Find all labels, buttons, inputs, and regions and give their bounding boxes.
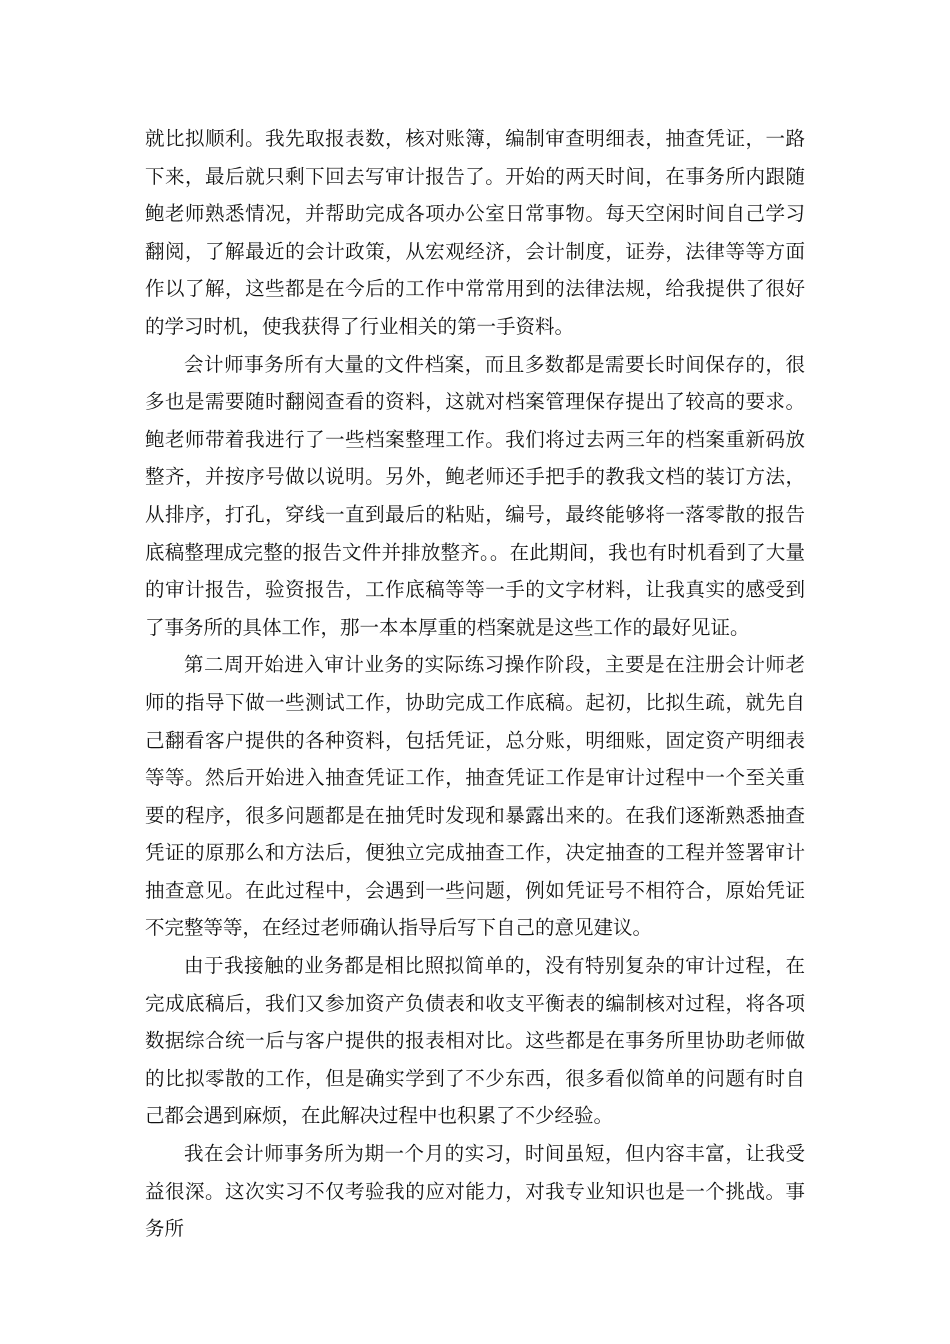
paragraph-archive-work: 会计师事务所有大量的文件档案，而且多数都是需要长时间保存的，很多也是需要随时翻阅查看的资料，这就对档案管理保存提出了较高的要求。鲍老师带着我进行了一些档案整理工作。我们将过去两三年的档案重新码放整齐，并按序号做以说明。另外，鲍老师还手把手的教我文档的装订方法，从排序，打孔，穿线一直到最后的粘贴，编号，最终能够将一落零散的报告底稿整理成完整的报告文件并排放整齐。。在此期间，我也有时机看到了大量的审计报告，验资报告，工作底稿等等一手的文字材料，让我真实的感受到了事务所的具体工作，那一本本厚重的档案就是这些工作的最好见证。	[145, 352, 805, 639]
document-body	[145, 120, 805, 1248]
paragraph-continuation: 就比拟顺利。我先取报表数，核对账簿，编制审查明细表，抽查凭证，一路下来，最后就只剩下回去写审计报告了。开始的两天时间，在事务所内跟随鲍老师熟悉情况，并帮助完成各项办公室日常事物。每天空闲时间自己学习翻阅，了解最近的会计政策，从宏观经济，会计制度，证券，法律等等方面作以了解，这些都是在今后的工作中常常用到的法律法规，给我提供了很好的学习时机，使我获得了行业相关的第一手资料。	[145, 127, 805, 338]
paragraph-internship-summary: 我在会计师事务所为期一个月的实习，时间虽短，但内容丰富，让我受益很深。这次实习不仅考验我的应对能力，对我专业知识也是一个挑战。事务所	[145, 1142, 805, 1241]
paragraph-statement-review: 由于我接触的业务都是相比照拟简单的，没有特别复杂的审计过程，在完成底稿后，我们又参加资产负债表和收支平衡表的编制核对过程，将各项数据综合统一后与客户提供的报表相对比。这些都是在事务所里协助老师做的比拟零散的工作，但是确实学到了不少东西，很多看似简单的问题有时自己都会遇到麻烦，在此解决过程中也积累了不少经验。	[145, 954, 805, 1128]
paragraph-audit-practice: 第二周开始进入审计业务的实际练习操作阶段，主要是在注册会计师老师的指导下做一些测试工作，协助完成工作底稿。起初，比拟生疏，就先自己翻看客户提供的各种资料，包括凭证，总分账，明细账，固定资产明细表等等。然后开始进入抽查凭证工作，抽查凭证工作是审计过程中一个至关重要的程序，很多问题都是在抽凭时发现和暴露出来的。在我们逐渐熟悉抽查凭证的原那么和方法后，便独立完成抽查工作，决定抽查的工程并签署审计抽查意见。在此过程中，会遇到一些问题，例如凭证号不相符合，原始凭证不完整等等，在经过老师确认指导后写下自己的意见建议。	[145, 653, 805, 940]
